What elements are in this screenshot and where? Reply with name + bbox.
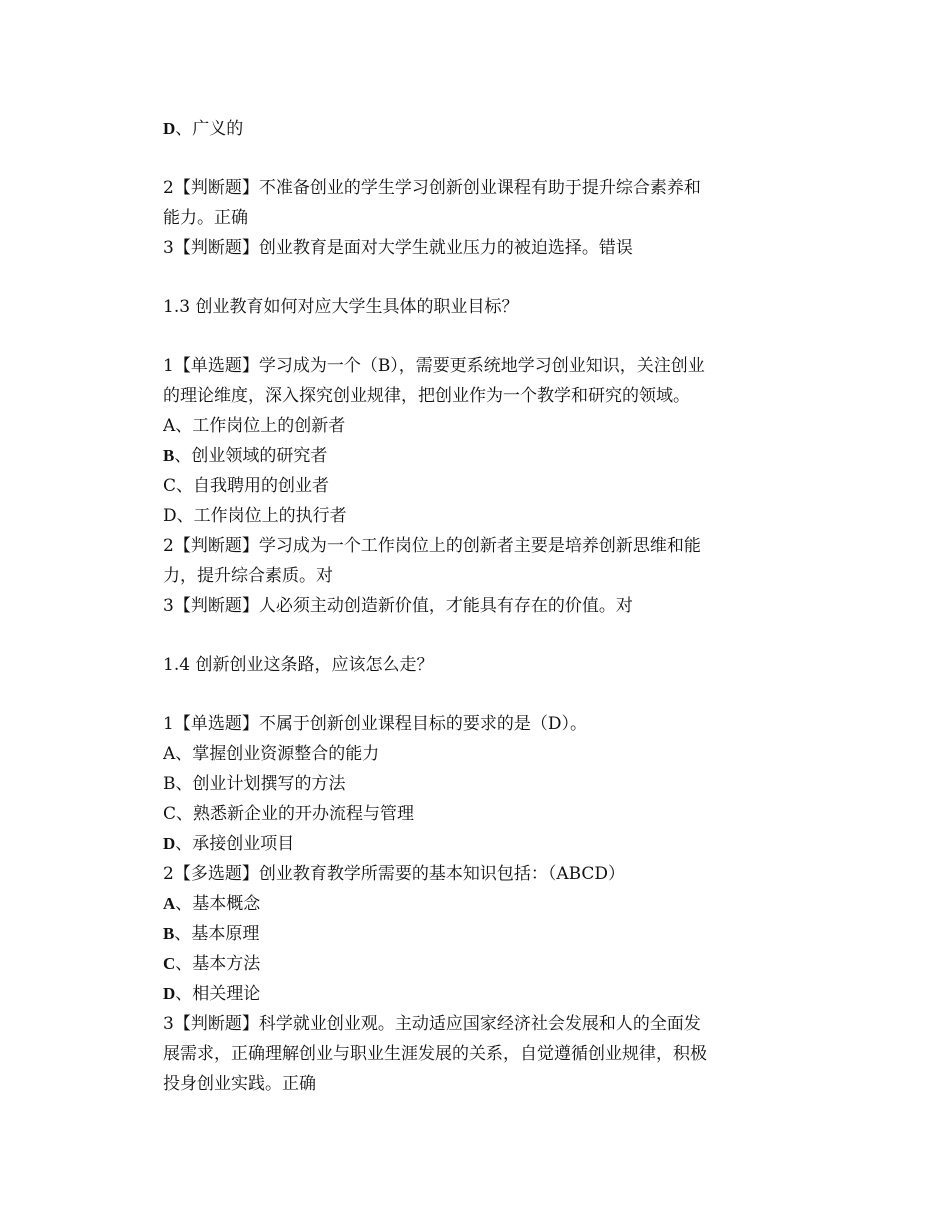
text-line <box>163 949 803 979</box>
text-line <box>163 889 803 919</box>
text-line <box>163 233 803 263</box>
text-line <box>163 919 803 949</box>
text-line <box>163 561 803 591</box>
text-line <box>163 381 803 411</box>
option-letter: D <box>163 119 176 138</box>
line-text: 1.3 创业教育如何对应大学生具体的职业目标？ <box>163 297 519 317</box>
line-text: 、基本概念 <box>175 894 261 914</box>
option-letter: D <box>163 834 176 853</box>
line-text: 力，提升综合素质。对 <box>163 566 333 586</box>
line-text: 1.4 创新创业这条路，应该怎么走？ <box>163 655 434 675</box>
line-text: C、自我聘用的创业者 <box>163 476 330 496</box>
line-text: A、工作岗位上的创新者 <box>163 416 346 436</box>
line-text: C、熟悉新企业的开办流程与管理 <box>163 804 415 824</box>
line-text: 、承接创业项目 <box>175 834 295 854</box>
text-line <box>163 591 803 621</box>
text-line <box>163 441 803 471</box>
line-text: 2【多选题】创业教育教学所需要的基本知识包括：（ABCD） <box>163 864 626 884</box>
text-line <box>163 203 803 233</box>
text-line <box>163 709 803 739</box>
text-line <box>163 979 803 1009</box>
option-letter: A <box>163 894 176 913</box>
line-text: B、创业计划撰写的方法 <box>163 774 346 794</box>
line-text: 、基本方法 <box>175 954 261 974</box>
text-line <box>163 859 803 889</box>
line-text: 、基本原理 <box>174 924 260 944</box>
text-line <box>163 173 803 203</box>
text-line <box>163 829 803 859</box>
text-line <box>163 799 803 829</box>
line-text: 3【判断题】科学就业创业观。主动适应国家经济社会发展和人的全面发 <box>163 1014 701 1034</box>
paragraph-gap <box>163 680 803 709</box>
line-text: 、广义的 <box>175 119 244 139</box>
line-text: 、创业领域的研究者 <box>174 446 328 466</box>
line-text: 展需求，正确理解创业与职业生涯发展的关系，自觉遵循创业规律，积极 <box>163 1044 707 1064</box>
line-text: 的理论维度，深入探究创业规律，把创业作为一个教学和研究的领域。 <box>163 386 690 406</box>
text-line <box>163 471 803 501</box>
text-line <box>163 501 803 531</box>
line-text: 2【判断题】学习成为一个工作岗位上的创新者主要是培养创新思维和能 <box>163 536 701 556</box>
line-text: D、工作岗位上的执行者 <box>163 506 347 526</box>
line-text: 、相关理论 <box>175 984 261 1004</box>
paragraph-gap <box>163 144 803 173</box>
text-line <box>163 650 803 680</box>
text-line <box>163 739 803 769</box>
text-line <box>163 292 803 322</box>
line-text: 2【判断题】不准备创业的学生学习创新创业课程有助于提升综合素养和 <box>163 178 701 198</box>
line-text: 能力。正确 <box>163 208 248 228</box>
paragraph-gap <box>163 621 803 650</box>
text-line <box>163 114 803 144</box>
document-page <box>163 114 803 1099</box>
text-line <box>163 769 803 799</box>
text-line <box>163 351 803 381</box>
line-text: 1【单选题】不属于创新创业课程目标的要求的是（D）。 <box>163 714 587 734</box>
text-line <box>163 1039 803 1069</box>
option-letter: D <box>163 984 176 1003</box>
option-letter: C <box>163 954 176 973</box>
line-text: 1【单选题】学习成为一个（B），需要更系统地学习创业知识，关注创业 <box>163 356 705 376</box>
text-line <box>163 531 803 561</box>
text-line <box>163 1009 803 1039</box>
line-text: 3【判断题】人必须主动创造新价值，才能具有存在的价值。对 <box>163 596 633 616</box>
text-line <box>163 411 803 441</box>
option-letter: B <box>163 924 175 943</box>
text-line <box>163 1069 803 1099</box>
paragraph-gap <box>163 263 803 292</box>
line-text: 投身创业实践。正确 <box>163 1074 316 1094</box>
line-text: 3【判断题】创业教育是面对大学生就业压力的被迫选择。错误 <box>163 238 633 258</box>
paragraph-gap <box>163 322 803 351</box>
line-text: A、掌握创业资源整合的能力 <box>163 744 380 764</box>
option-letter: B <box>163 446 175 465</box>
